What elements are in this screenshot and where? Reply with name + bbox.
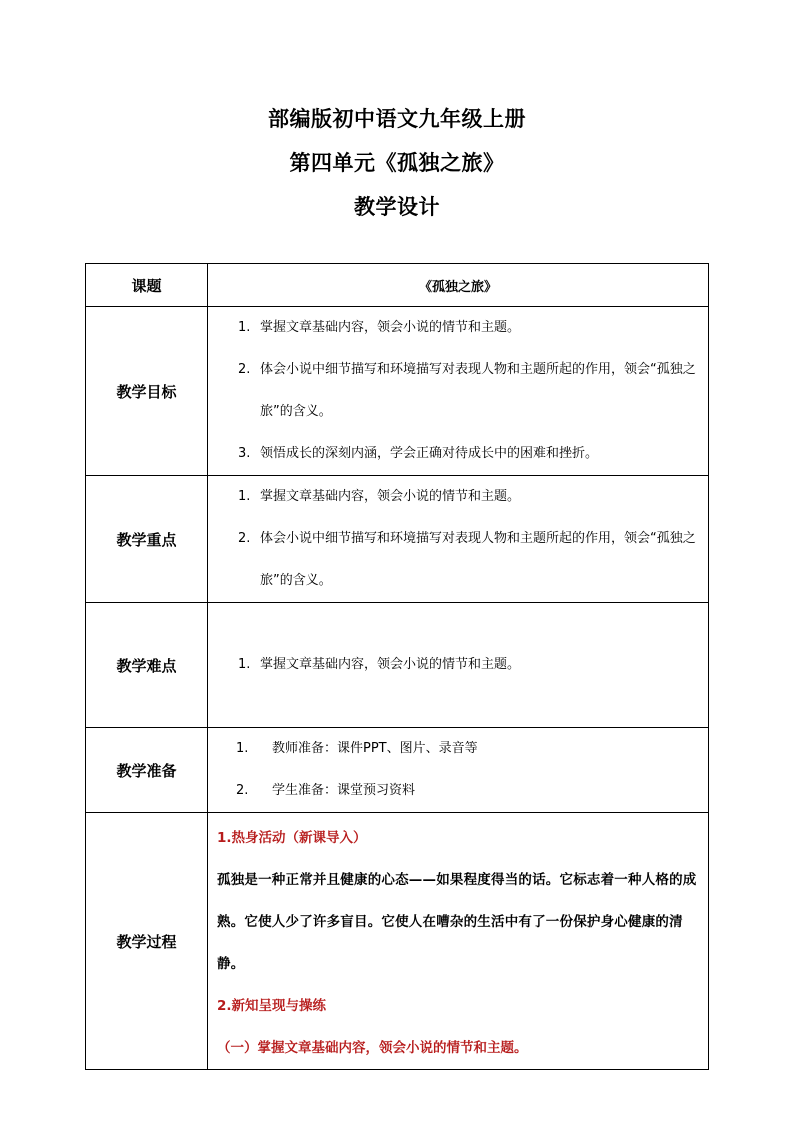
row-goals [86,307,709,476]
row-difficulties [86,603,709,728]
process-content [208,813,709,1070]
preparation-item: 1. 教师准备：课件PPT、图片、录音等 [236,741,478,756]
difficulties-list [208,644,708,686]
difficulty-item: 1. 掌握文章基础内容，领会小说的情节和主题。 [238,657,521,672]
label-key-points: 教学重点 [86,476,208,603]
goal-item: 2. 体会小说中细节描写和环境描写对表现人物和主题所起的作用，领会“孤独之旅”的含义。 [238,362,696,419]
preparation-list [208,728,708,812]
lesson-plan-table [85,263,709,1070]
goals-list [208,307,708,475]
goals-content [208,307,709,476]
row-key-points [86,476,709,603]
label-goals: 教学目标 [86,307,208,476]
label-process: 教学过程 [86,813,208,1070]
goal-item: 3. 领悟成长的深刻内涵，学会正确对待成长中的困难和挫折。 [238,446,599,461]
process-heading-new-knowledge: 2.新知呈现与操练 [217,998,327,1014]
label-topic: 课题 [86,264,208,307]
goal-item: 1. 掌握文章基础内容，领会小说的情节和主题。 [238,320,521,335]
difficulties-content [208,603,709,728]
process-subheading: （一）掌握文章基础内容，领会小说的情节和主题。 [217,1040,528,1056]
key-point-item: 2. 体会小说中细节描写和环境描写对表现人物和主题所起的作用，领会“孤独之旅”的含义。 [238,531,696,588]
row-topic [86,264,709,307]
title-line-3: 教学设计 [354,195,440,219]
preparation-content [208,728,709,813]
title-line-2: 第四单元《孤独之旅》 [289,151,505,175]
row-process [86,813,709,1070]
title-line-1: 部编版初中语文九年级上册 [268,107,526,131]
row-preparation [86,728,709,813]
key-points-content [208,476,709,603]
preparation-item: 2. 学生准备：课堂预习资料 [236,783,416,798]
key-points-list [208,476,708,602]
label-preparation: 教学准备 [86,728,208,813]
key-point-item: 1. 掌握文章基础内容，领会小说的情节和主题。 [238,489,521,504]
label-difficulties: 教学难点 [86,603,208,728]
process-heading-warmup: 1.热身活动（新课导入） [217,830,367,846]
process-paragraph: 孤独是一种正常并且健康的心态——如果程度得当的话。它标志着一种人格的成熟。它使人少了许多盲目。它使人在嘈杂的生活中有了一份保护身心健康的清静。 [217,872,697,972]
course-title: 《孤独之旅》 [208,264,709,307]
document-title [0,104,794,236]
